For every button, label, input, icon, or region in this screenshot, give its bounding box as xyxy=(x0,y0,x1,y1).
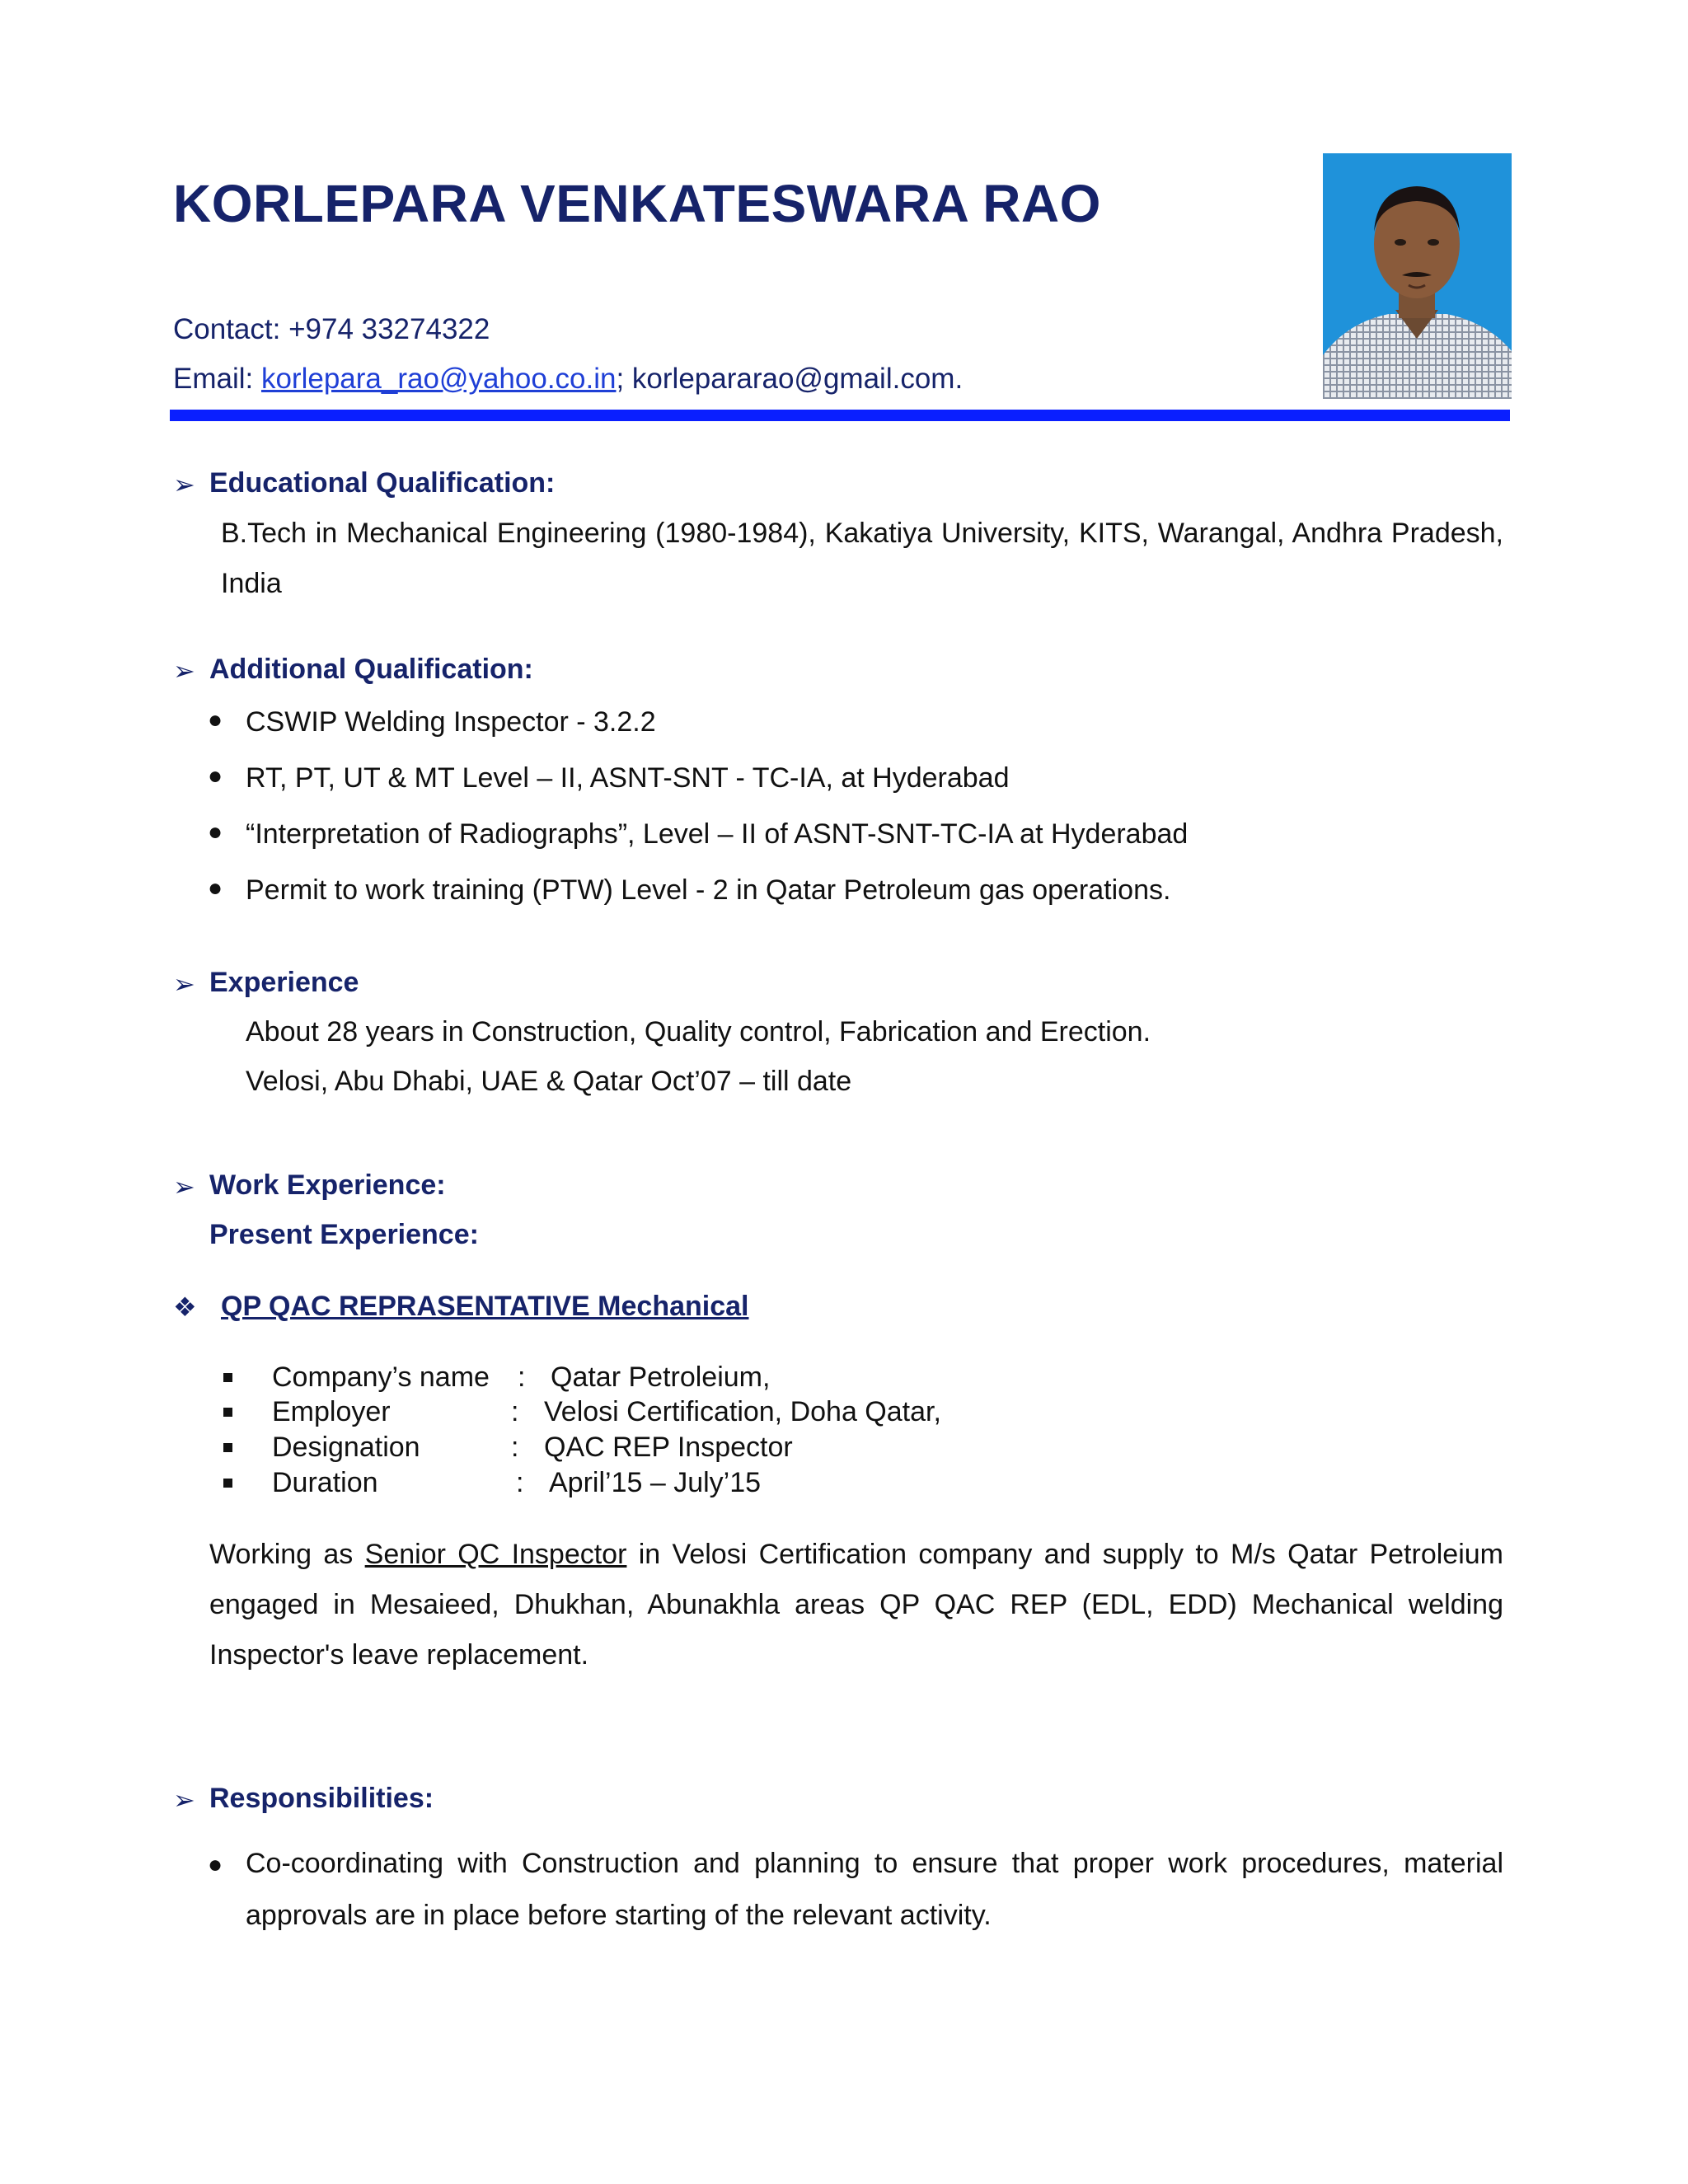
bullet-dot-icon: ● xyxy=(208,818,223,846)
square-bullet-icon xyxy=(223,1408,232,1417)
experience-summary: About 28 years in Construction, Quality control, Fabrication and Erection. xyxy=(246,1016,1151,1047)
experience-employer: Velosi, Abu Dhabi, UAE & Qatar Oct’07 – till date xyxy=(246,1066,852,1097)
education-heading: Educational Qualification: xyxy=(209,467,556,499)
bullet-dot-icon: ● xyxy=(208,762,223,790)
detail-label-designation: Designation xyxy=(272,1432,420,1463)
detail-label-company: Company’s name xyxy=(272,1361,490,1393)
additional-item: CSWIP Welding Inspector - 3.2.2 xyxy=(246,706,656,738)
contact-phone: Contact: +974 33274322 xyxy=(173,313,490,345)
diamond-bullet-icon: ❖ xyxy=(173,1292,197,1322)
detail-sep: : xyxy=(511,1432,519,1463)
detail-sep: : xyxy=(518,1361,526,1393)
header-divider xyxy=(170,410,1510,421)
experience-heading: Experience xyxy=(209,967,359,998)
work-heading: Work Experience: xyxy=(209,1169,446,1201)
responsibilities-heading: Responsibilities: xyxy=(209,1783,434,1814)
detail-value-company: Qatar Petroleium, xyxy=(551,1361,771,1393)
square-bullet-icon xyxy=(223,1373,232,1382)
arrow-bullet-icon: ➢ xyxy=(173,470,195,499)
detail-label-duration: Duration xyxy=(272,1467,378,1498)
role-title: QP QAC REPRASENTATIVE Mechanical xyxy=(221,1291,749,1322)
detail-label-employer: Employer xyxy=(272,1396,391,1427)
responsibility-item: Co-coordinating with Construction and planning to ensure that proper work procedures, material approvals are in place before starting of the relevant activity. xyxy=(246,1848,1503,1931)
email-secondary: ; korlepararao@gmail.com. xyxy=(616,363,964,395)
desc-role-link: Senior QC Inspector xyxy=(364,1539,627,1570)
detail-value-designation: QAC REP Inspector xyxy=(544,1432,793,1463)
arrow-bullet-icon: ➢ xyxy=(173,1785,195,1815)
detail-sep: : xyxy=(511,1396,519,1427)
additional-item: Permit to work training (PTW) Level - 2 in Qatar Petroleum gas operations. xyxy=(246,874,1171,906)
arrow-bullet-icon: ➢ xyxy=(173,1172,195,1202)
additional-item: RT, PT, UT & MT Level – II, ASNT-SNT - TC-IA, at Hyderabad xyxy=(246,762,1010,794)
candidate-name: KORLEPARA VENKATESWARA RAO xyxy=(173,174,1101,233)
arrow-bullet-icon: ➢ xyxy=(173,656,195,686)
bullet-dot-icon: ● xyxy=(208,706,223,733)
profile-photo xyxy=(1323,153,1512,399)
detail-value-employer: Velosi Certification, Doha Qatar, xyxy=(544,1396,941,1427)
detail-value-duration: April’15 – July’15 xyxy=(549,1467,762,1498)
work-description xyxy=(209,1530,1503,1680)
email-link[interactable]: korlepara_rao@yahoo.co.in xyxy=(260,363,617,395)
present-experience-heading: Present Experience: xyxy=(209,1219,479,1250)
additional-item: “Interpretation of Radiographs”, Level – II of ASNT-SNT-TC-IA at Hyderabad xyxy=(246,818,1189,850)
desc-before: Working as xyxy=(209,1539,365,1570)
detail-sep: : xyxy=(516,1467,524,1498)
square-bullet-icon xyxy=(223,1479,232,1488)
bullet-dot-icon: ● xyxy=(208,874,223,902)
desc-after: in Velosi Certification company and supply to M/s Qatar Petroleium engaged in Mesaieed, Dhukhan, Abunakhla areas QP QAC REP (EDL, EDD) Mechanical welding Inspector's leave replacement. xyxy=(209,1539,1503,1671)
education-text: B.Tech in Mechanical Engineering (1980-1984), Kakatiya University, KITS, Warangal, Andhra Pradesh, India xyxy=(221,518,1503,599)
bullet-dot-icon: ● xyxy=(208,1851,223,1878)
arrow-bullet-icon: ➢ xyxy=(173,969,195,999)
additional-heading: Additional Qualification: xyxy=(209,654,533,685)
square-bullet-icon xyxy=(223,1443,232,1452)
contact-email xyxy=(173,363,963,396)
email-label: Email: xyxy=(173,363,261,395)
